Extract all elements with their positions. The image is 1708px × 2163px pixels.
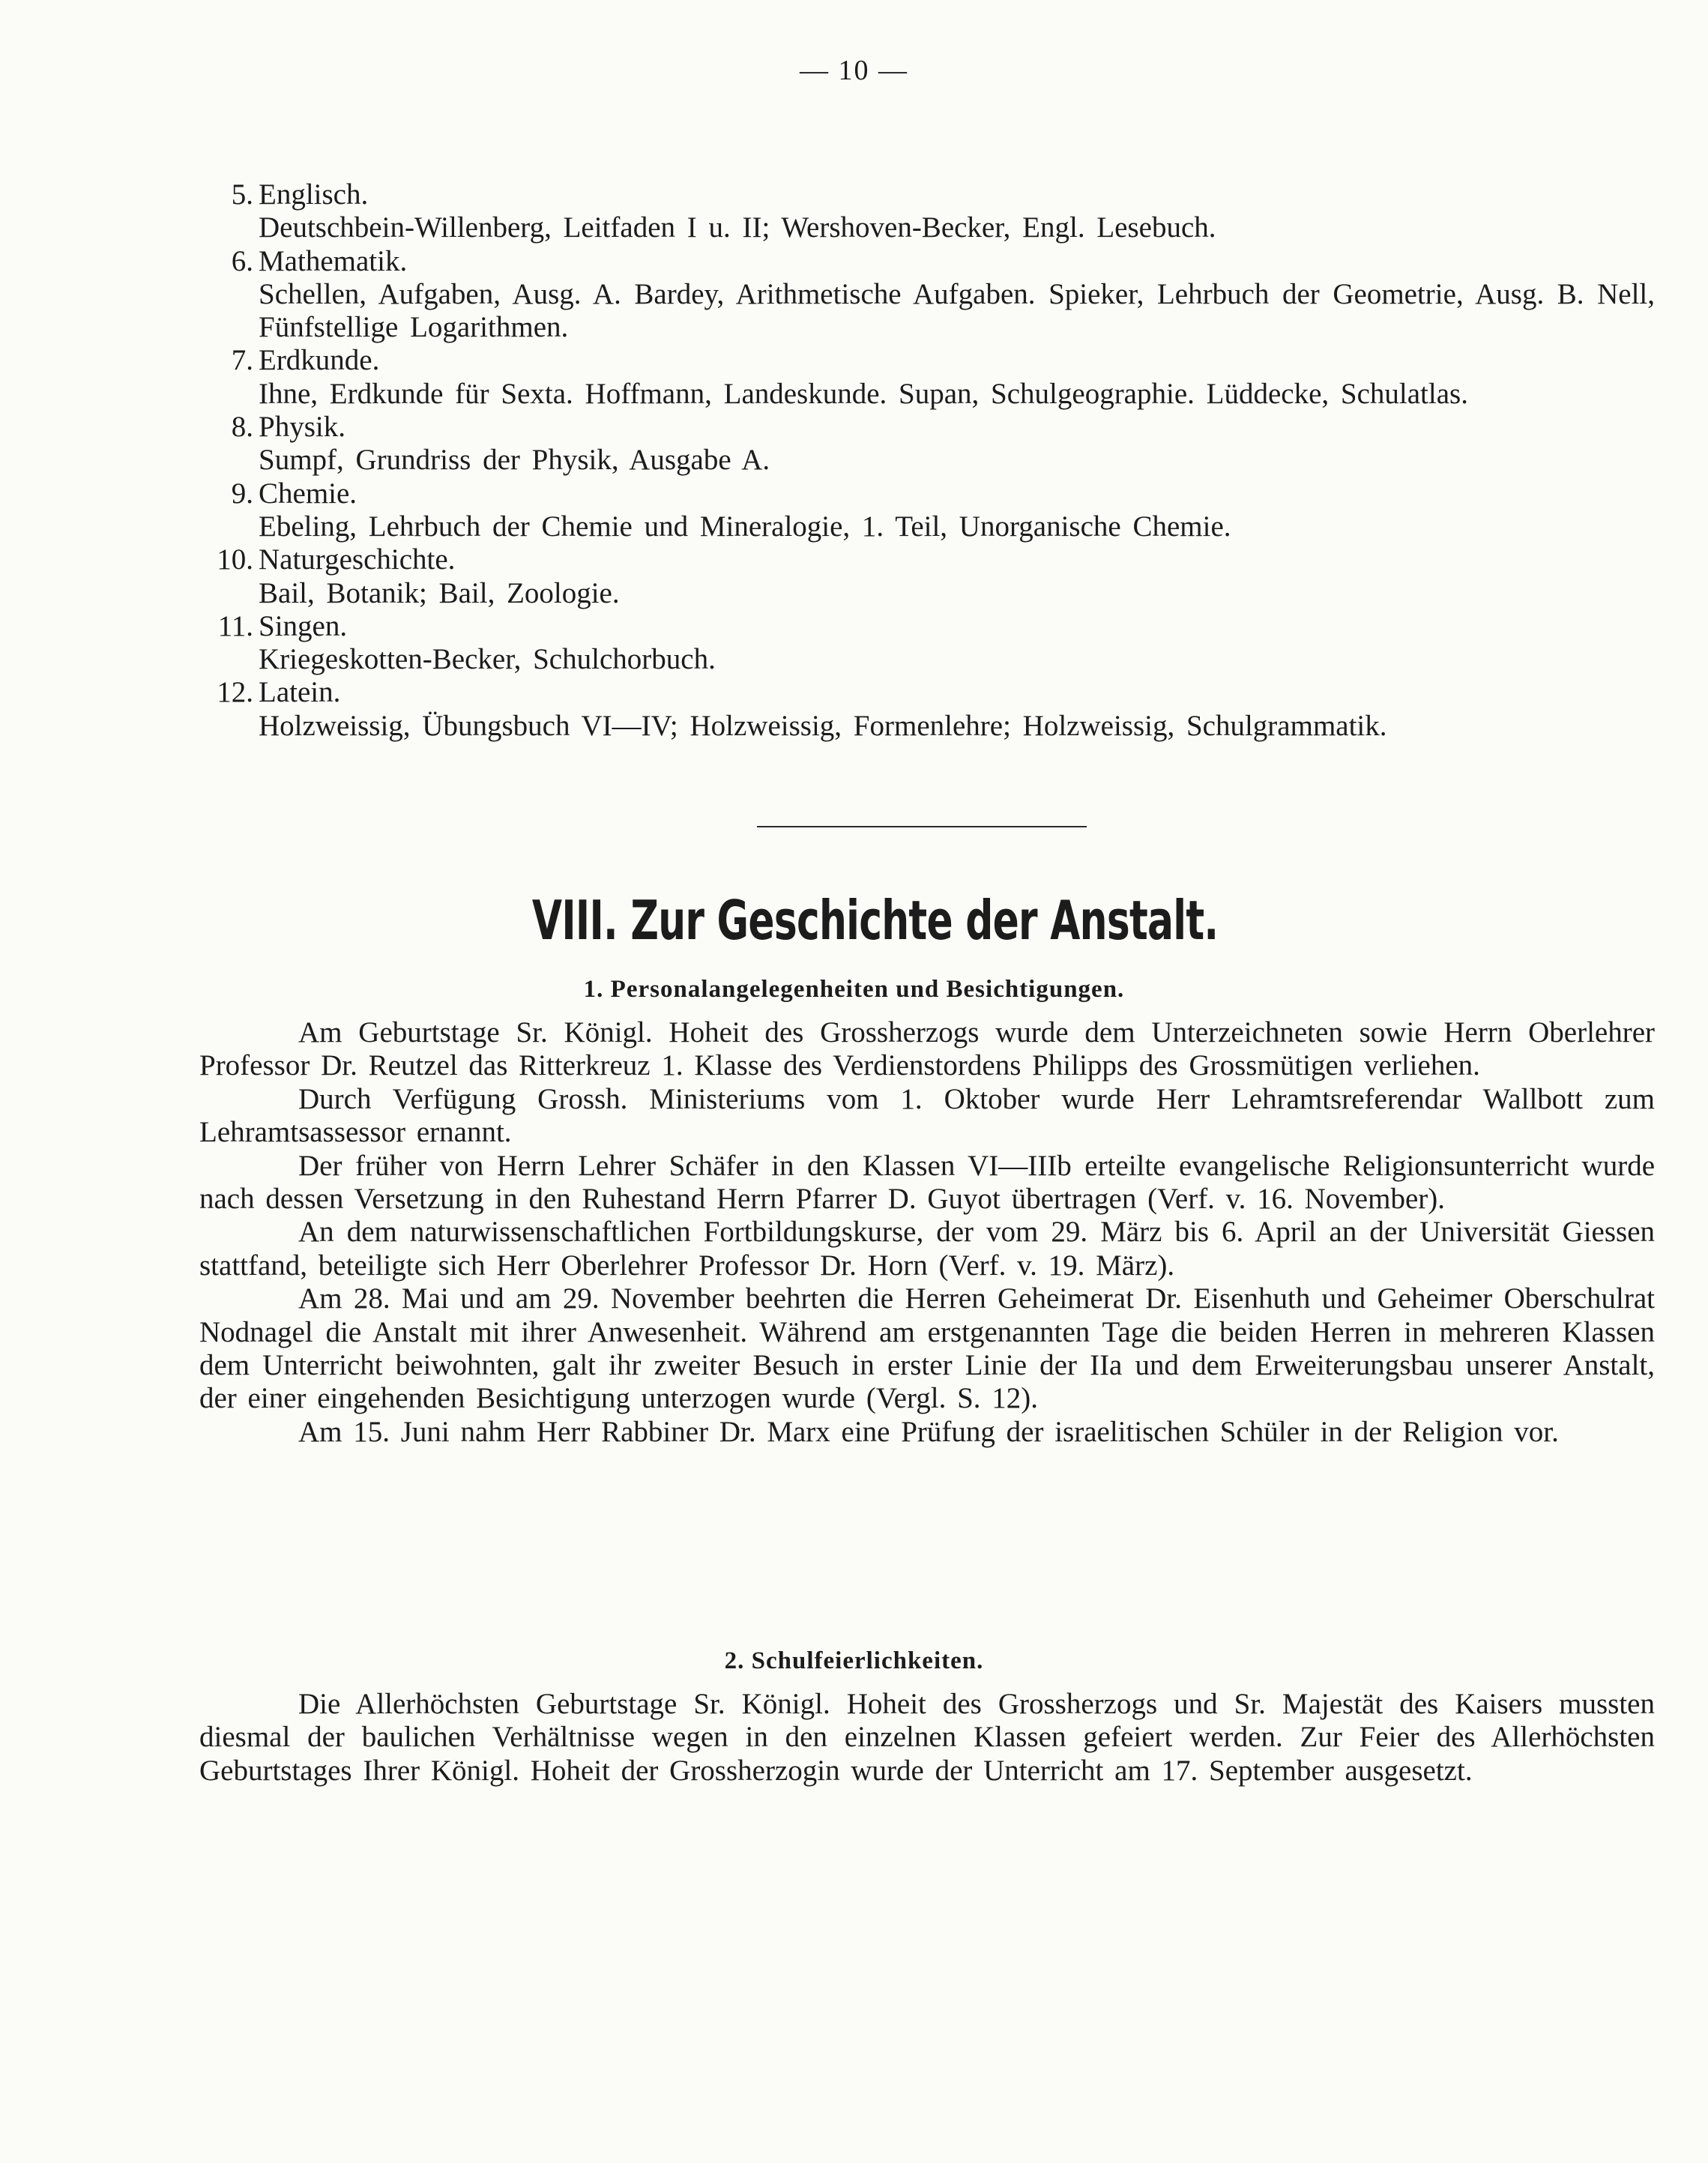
list-item xyxy=(201,344,1655,411)
section-title: VIII. Zur Geschichte der Anstalt. xyxy=(531,889,1219,952)
subject-name: Mathematik. xyxy=(259,244,408,277)
subject-name: Latein. xyxy=(259,676,341,709)
subject-name: Chemie. xyxy=(259,477,357,510)
list-item xyxy=(201,245,1655,345)
list-item xyxy=(201,610,1655,677)
subsection-heading-celebrations: 2. Schulfeierlichkeiten. xyxy=(724,1647,984,1674)
subsection-heading-personnel: 1. Personalangelegenheiten und Besichtigungen. xyxy=(583,976,1125,1003)
item-number: 6. xyxy=(231,244,253,277)
paragraph: Die Allerhöchsten Geburtstage Sr. Königl. Hoheit des Grossherzogs und Sr. Majestät des Kaisers mussten diesmal der baulichen Verhältnisse wegen in den einzelnen Klassen gefeiert werden. Zur Feier des Allerhöchsten Geburtstages Ihrer Königl. Hoheit der Grossherzogin wurde der Unterricht am 17. September ausgesetzt. xyxy=(199,1688,1655,1787)
list-item xyxy=(201,178,1655,245)
item-number: 7. xyxy=(231,344,253,377)
item-number: 10. xyxy=(217,543,253,576)
item-number: 11. xyxy=(217,609,253,642)
list-item xyxy=(201,543,1655,610)
paragraph: An dem naturwissenschaftlichen Fortbildungskurse, der vom 29. März bis 6. April an der Universität Giessen stattfand, beteiligte sich Herr Oberlehrer Professor Dr. Horn (Verf. v. 19. März). xyxy=(199,1216,1655,1282)
textbook-titles: Deutschbein-Willenberg, Leitfaden I u. II; Wershoven-Becker, Engl. Lesebuch. xyxy=(259,211,1216,244)
paragraph: Am 15. Juni nahm Herr Rabbiner Dr. Marx eine Prüfung der israelitischen Schüler in der Religion vor. xyxy=(298,1415,1559,1448)
textbook-titles: Ebeling, Lehrbuch der Chemie und Mineralogie, 1. Teil, Unorganische Chemie. xyxy=(259,510,1231,543)
subsection-body-celebrations xyxy=(199,1688,1655,1788)
list-item xyxy=(201,676,1655,743)
textbook-titles: Schellen, Aufgaben, Ausg. A. Bardey, Arithmetische Aufgaben. Spieker, Lehrbuch der Geometrie, Ausg. B. Nell, Fünfstellige Logarithmen. xyxy=(259,277,1655,344)
textbook-titles: Bail, Botanik; Bail, Zoologie. xyxy=(259,576,620,609)
subject-name: Englisch. xyxy=(259,178,369,211)
subject-name: Erdkunde. xyxy=(259,344,380,377)
textbook-titles: Sumpf, Grundriss der Physik, Ausgabe A. xyxy=(259,444,770,477)
item-number: 8. xyxy=(231,411,253,444)
item-number: 9. xyxy=(231,477,253,510)
item-number: 5. xyxy=(231,178,253,211)
list-item xyxy=(201,477,1655,544)
page-number: — 10 — xyxy=(800,55,908,86)
paragraph: Am Geburtstage Sr. Königl. Hoheit des Grossherzogs wurde dem Unterzeichneten sowie Herrn Oberlehrer Professor Dr. Reutzel das Ritterkreuz 1. Klasse des Verdienstordens Philipps des Grossmütigen verliehen. xyxy=(199,1016,1655,1082)
textbook-list xyxy=(201,178,1655,743)
subsection-body-personnel xyxy=(199,1016,1655,1449)
section-divider xyxy=(757,826,1087,827)
textbook-titles: Kriegeskotten-Becker, Schulchorbuch. xyxy=(259,643,716,676)
item-number: 12. xyxy=(217,676,253,709)
paragraph: Durch Verfügung Grossh. Ministeriums vom 1. Oktober wurde Herr Lehramtsreferendar Wallbott zum Lehramtsassessor ernannt. xyxy=(199,1082,1655,1149)
paragraph: Am 28. Mai und am 29. November beehrten die Herren Geheimerat Dr. Eisenhuth und Geheimer Oberschulrat Nodnagel die Anstalt mit ihrer Anwesenheit. Während am erstgenannten Tage die beiden Herren in mehreren Klassen dem Unterricht beiwohnten, galt ihr zweiter Besuch in erster Linie der IIa und dem Erweiterungsbau unserer Anstalt, der einer eingehenden Besichtigung unterzogen wurde (Vergl. S. 12). xyxy=(199,1282,1655,1415)
paragraph: Der früher von Herrn Lehrer Schäfer in den Klassen VI—IIIb erteilte evangelische Religionsunterricht wurde nach dessen Versetzung in den Ruhestand Herrn Pfarrer D. Guyot übertragen (Verf. v. 16. November). xyxy=(199,1149,1655,1216)
subject-name: Naturgeschichte. xyxy=(259,543,456,576)
textbook-titles: Holzweissig, Übungsbuch VI—IV; Holzweissig, Formenlehre; Holzweissig, Schulgrammatik. xyxy=(259,709,1387,742)
subject-name: Singen. xyxy=(259,609,348,642)
subject-name: Physik. xyxy=(259,411,345,444)
textbook-titles: Ihne, Erdkunde für Sexta. Hoffmann, Landeskunde. Supan, Schulgeographie. Lüddecke, Schulatlas. xyxy=(259,377,1468,410)
list-item xyxy=(201,411,1655,477)
